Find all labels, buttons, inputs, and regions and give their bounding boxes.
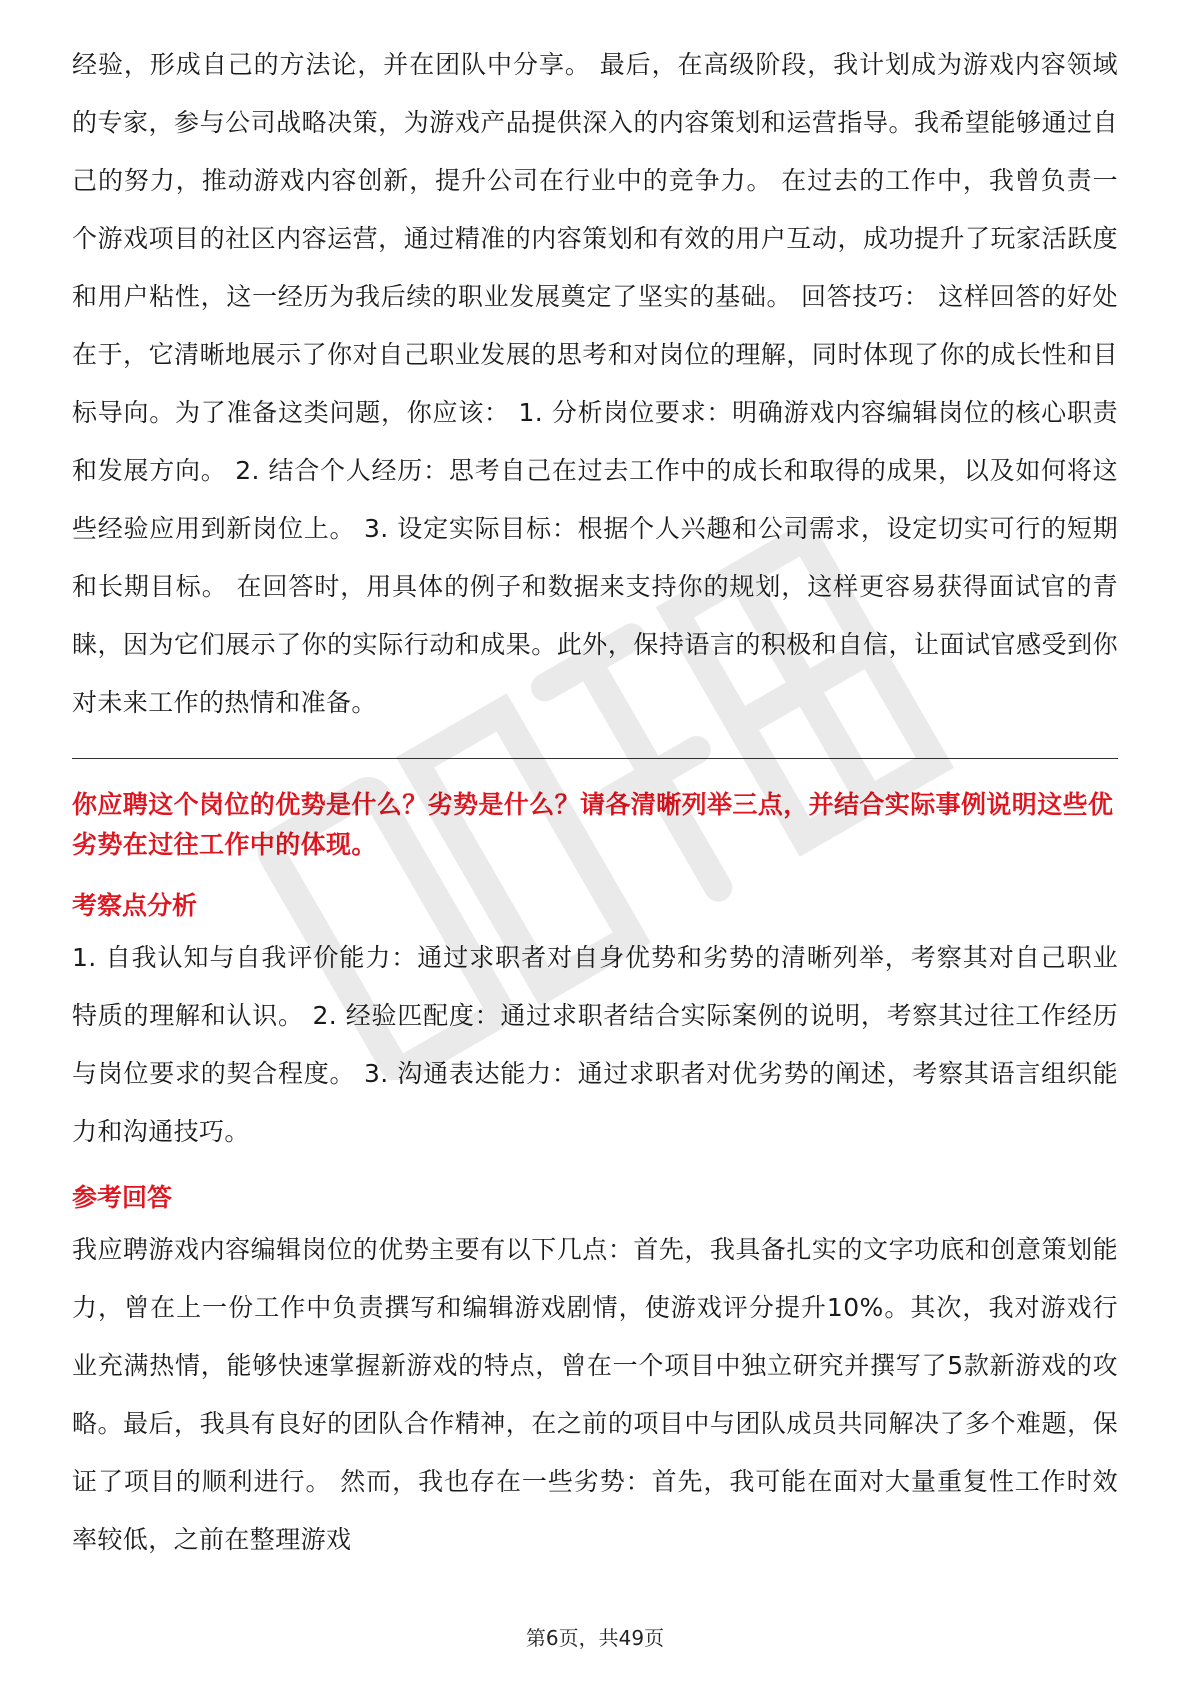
analysis-title: 考察点分析 <box>72 891 198 920</box>
answer-section <box>72 1175 1118 1569</box>
answer-body: 我应聘游戏内容编辑岗位的优势主要有以下几点：首先，我具备扎实的文字功底和创意策划能力，曾在上一份工作中负责撰写和编辑游戏剧情，使游戏评分提升10%。其次，我对游戏行业充满热情，能够快速掌握新游戏的特点，曾在一个项目中独立研究并撰写了5款新游戏的攻略。最后，我具有良好的团队合作精神，在之前的项目中与团队成员共同解决了多个难题，保证了项目的顺利进行。 然而，我也存在一些劣势：首先，我可能在面对大量重复性工作时效率较低，之前在整理游戏 <box>72 1235 1118 1554</box>
answer-title: 参考回答 <box>72 1183 173 1212</box>
analysis-body: 1. 自我认知与自我评价能力：通过求职者对自身优势和劣势的清晰列举，考察其对自己职业特质的理解和认识。 2. 经验匹配度：通过求职者结合实际案例的说明，考察其过往工作经历与岗位要求的契合程度。 3. 沟通表达能力：通过求职者对优劣势的阐述，考察其语言组织能力和沟通技巧。 <box>72 943 1118 1146</box>
section-divider <box>72 758 1118 759</box>
intro-paragraph: 经验，形成自己的方法论，并在团队中分享。 最后，在高级阶段，我计划成为游戏内容领域的专家，参与公司战略决策，为游戏产品提供深入的内容策划和运营指导。我希望能够通过自己的努力，推动游戏内容创新，提升公司在行业中的竞争力。 在过去的工作中，我曾负责一个游戏项目的社区内容运营，通过精准的内容策划和有效的用户互动，成功提升了玩家活跃度和用户粘性，这一经历为我后续的职业发展奠定了坚实的基础。 回答技巧： 这样回答的好处在于，它清晰地展示了你对自己职业发展的思考和对岗位的理解，同时体现了你的成长性和目标导向。为了准备这类问题，你应该： 1. 分析岗位要求：明确游戏内容编辑岗位的核心职责和发展方向。 2. 结合个人经历：思考自己在过去工作中的成长和取得的成果，以及如何将这些经验应用到新岗位上。 3. 设定实际目标：根据个人兴趣和公司需求，设定切实可行的短期和长期目标。 在回答时，用具体的例子和数据来支持你的规划，这样更容易获得面试官的青睐，因为它们展示了你的实际行动和成果。此外，保持语言的积极和自信，让面试官感受到你对未来工作的热情和准备。 <box>72 50 1118 717</box>
interview-question: 你应聘这个岗位的优势是什么？劣势是什么？请各清晰列举三点，并结合实际事例说明这些优劣势在过往工作中的体现。 <box>72 790 1114 859</box>
page-footer: 第6页，共49页 <box>525 1626 665 1650</box>
analysis-section <box>72 883 1118 1161</box>
document-page <box>72 36 1118 1569</box>
